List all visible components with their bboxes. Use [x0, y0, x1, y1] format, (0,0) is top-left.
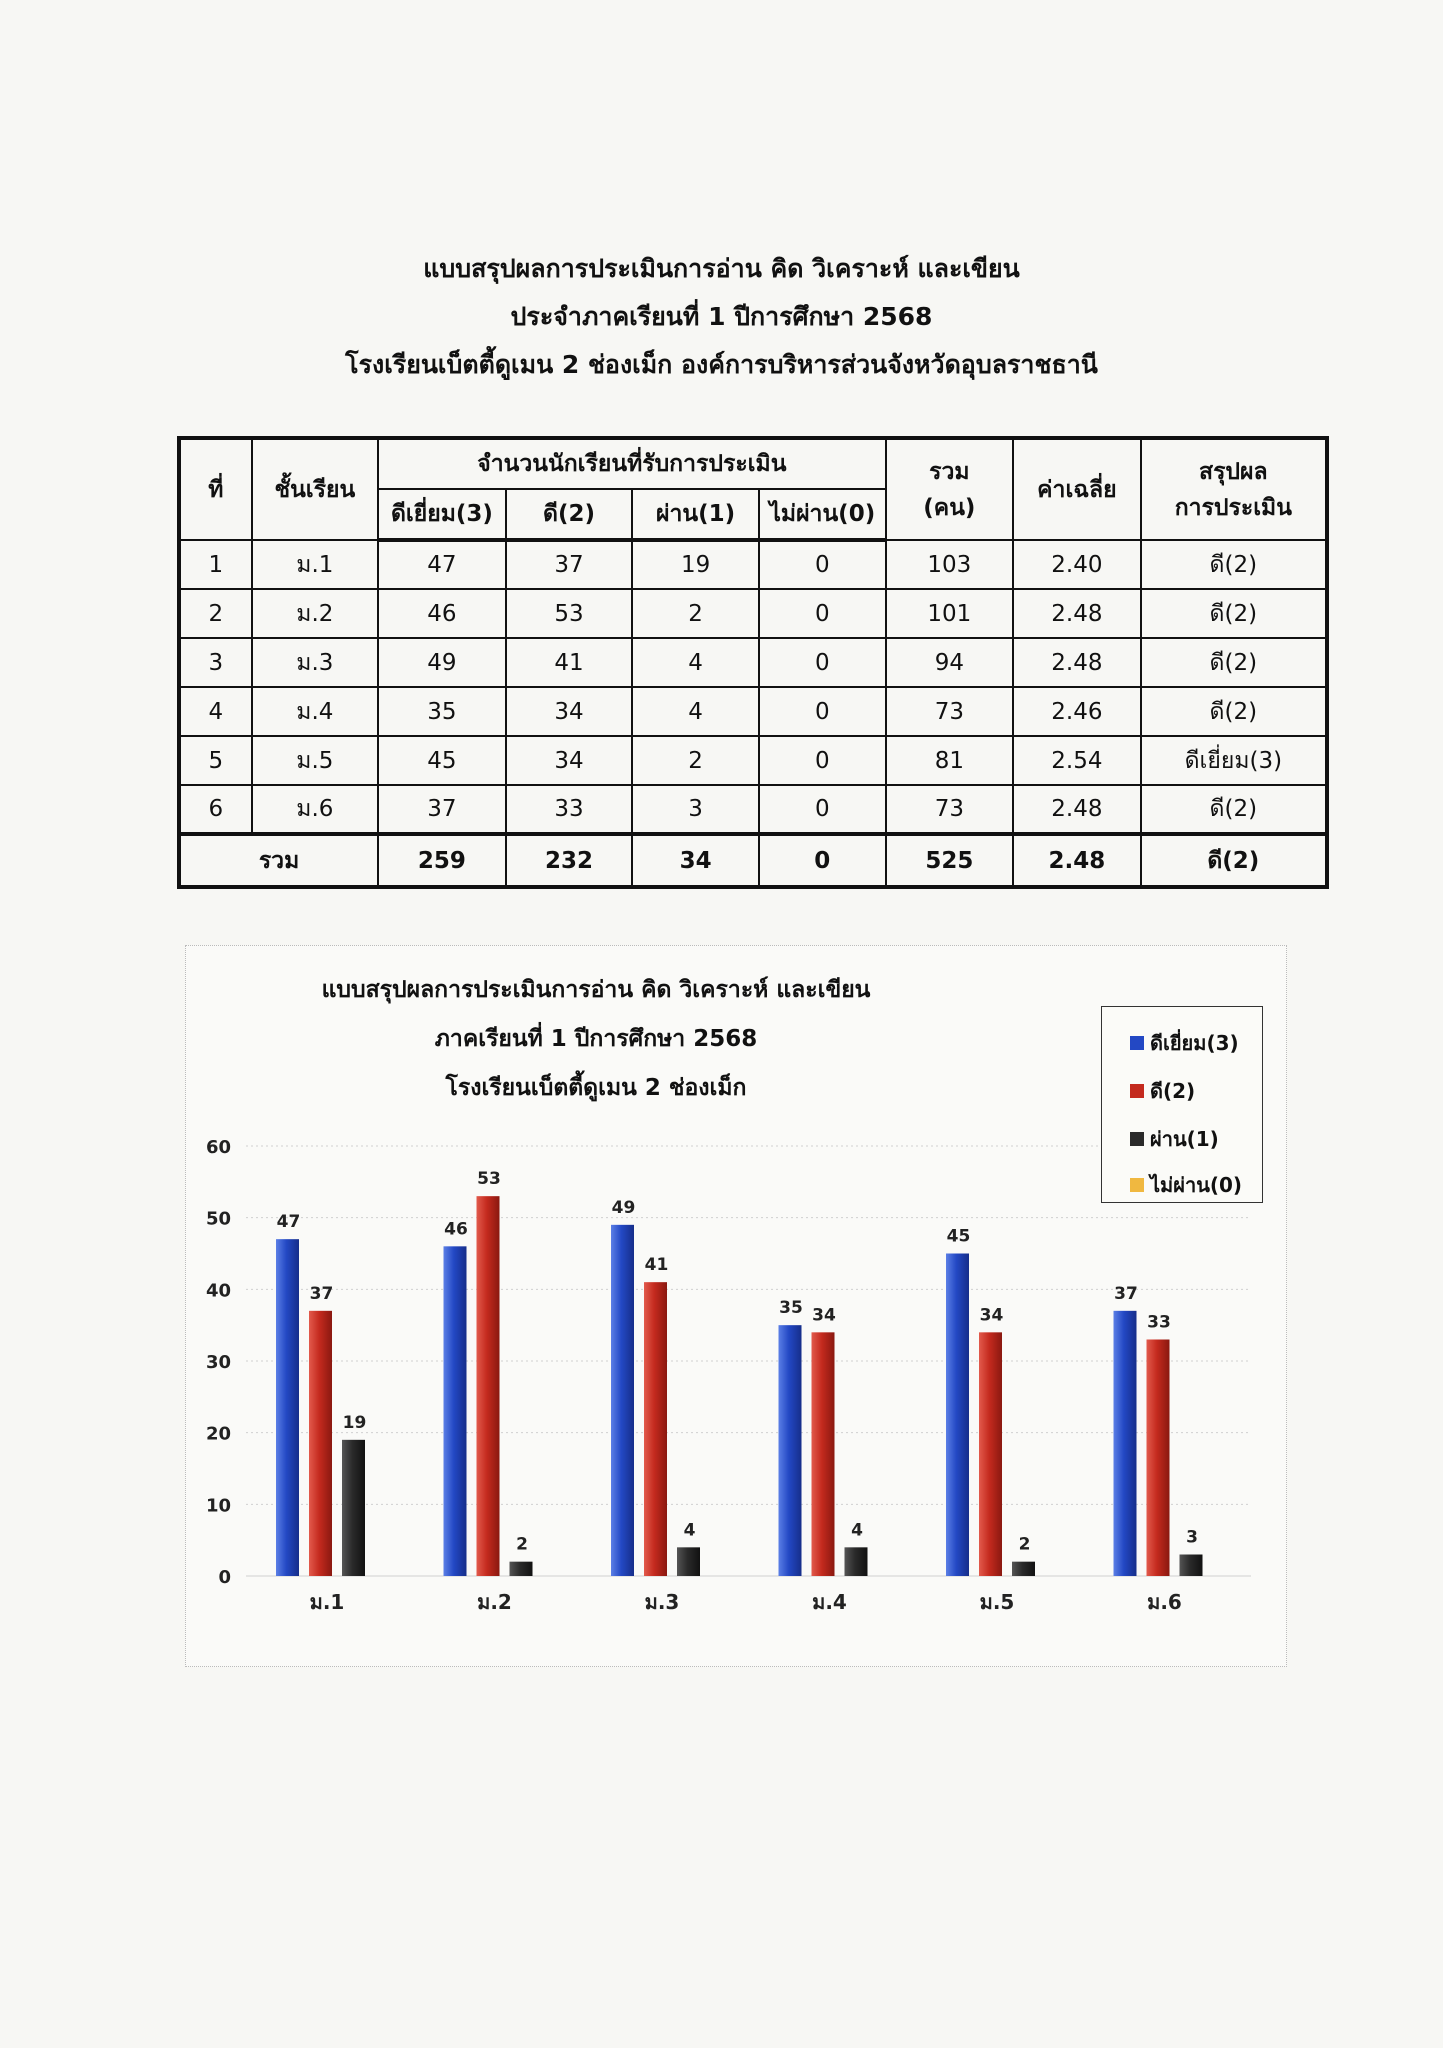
x-tick-label: ม.4 [812, 1590, 847, 1614]
bar-good [979, 1332, 1002, 1576]
data-label: 33 [1147, 1312, 1171, 1333]
y-tick-label: 60 [205, 1137, 231, 1158]
bar-excellent [444, 1246, 467, 1576]
cell-no: 3 [179, 638, 252, 687]
bar-good [812, 1332, 835, 1576]
total-label: รวม [179, 834, 378, 887]
total-average: 2.48 [1013, 834, 1141, 887]
cell-class: ม.5 [252, 736, 378, 785]
bar-pass [677, 1547, 700, 1576]
header-no: ที่ [179, 438, 252, 540]
title-line-2: ประจำภาคเรียนที่ 1 ปีการศึกษา 2568 [510, 302, 933, 331]
table-row [179, 638, 1327, 687]
header-total-line2: (คน) [923, 494, 976, 521]
data-label: 2 [516, 1534, 528, 1555]
cell-average: 2.48 [1013, 638, 1141, 687]
legend-swatch-excellent [1130, 1036, 1144, 1050]
x-tick-label: ม.5 [979, 1590, 1015, 1614]
x-tick-label: ม.2 [477, 1590, 512, 1614]
cell-fail: 0 [759, 785, 886, 834]
bar-pass [342, 1440, 365, 1576]
cell-result: ดี(2) [1141, 687, 1327, 736]
cell-no: 6 [179, 785, 252, 834]
data-label: 3 [1186, 1527, 1198, 1548]
cell-excellent: 37 [378, 785, 506, 834]
legend-item-pass [1130, 1123, 1219, 1155]
y-tick-label: 10 [205, 1495, 231, 1517]
chart-title-line-3: โรงเรียนเบ็ตตี้ดูเมน 2 ช่องเม็ก [445, 1075, 747, 1101]
data-label: 34 [979, 1305, 1004, 1326]
header-excellent: ดีเยี่ยม(3) [378, 489, 506, 540]
cell-class: ม.6 [252, 785, 378, 834]
header-class: ชั้นเรียน [252, 438, 378, 540]
cell-average: 2.48 [1013, 785, 1141, 834]
data-label: 47 [276, 1212, 301, 1233]
bar-pass [1180, 1555, 1203, 1577]
cell-pass: 19 [632, 540, 759, 589]
cell-average: 2.40 [1013, 540, 1141, 589]
header-total [886, 438, 1013, 540]
cell-total: 81 [886, 736, 1013, 785]
cell-excellent: 35 [378, 687, 506, 736]
data-label: 2 [1018, 1534, 1031, 1555]
cell-fail: 0 [759, 589, 886, 638]
x-tick-label: ม.1 [309, 1590, 345, 1614]
cell-excellent: 46 [378, 589, 506, 638]
data-label: 45 [946, 1226, 971, 1247]
header-good: ดี(2) [506, 489, 632, 540]
chart-legend [1101, 1006, 1263, 1203]
bar-pass [845, 1547, 868, 1576]
data-label: 49 [611, 1197, 636, 1218]
cell-no: 2 [179, 589, 252, 638]
bar-excellent [779, 1325, 802, 1576]
cell-fail: 0 [759, 687, 886, 736]
data-label: 37 [1114, 1283, 1138, 1304]
cell-pass: 3 [632, 785, 759, 834]
table-row [179, 540, 1327, 589]
cell-total: 73 [886, 687, 1013, 736]
cell-result: ดี(2) [1141, 589, 1327, 638]
cell-fail: 0 [759, 736, 886, 785]
data-label: 34 [812, 1305, 836, 1326]
data-label: 53 [477, 1169, 501, 1190]
data-label: 37 [309, 1283, 334, 1304]
table-row [179, 589, 1327, 638]
cell-excellent: 45 [378, 736, 506, 785]
bar-pass [510, 1562, 533, 1576]
cell-pass: 4 [632, 687, 759, 736]
y-tick-label: 50 [205, 1208, 231, 1230]
cell-result: ดี(2) [1141, 638, 1327, 687]
total-good: 232 [506, 834, 632, 887]
legend-swatch-pass [1130, 1132, 1144, 1146]
cell-excellent: 49 [378, 638, 506, 687]
cell-class: ม.2 [252, 589, 378, 638]
legend-item-excellent [1130, 1027, 1239, 1059]
cell-good: 41 [506, 638, 632, 687]
cell-good: 53 [506, 589, 632, 638]
y-tick-label: 40 [205, 1280, 231, 1302]
cell-fail: 0 [759, 540, 886, 589]
cell-no: 5 [179, 736, 252, 785]
bar-good [1147, 1340, 1170, 1577]
header-average: ค่าเฉลี่ย [1013, 438, 1141, 540]
cell-class: ม.3 [252, 638, 378, 687]
cell-no: 1 [179, 540, 252, 589]
cell-total: 73 [886, 785, 1013, 834]
legend-swatch-fail [1130, 1178, 1144, 1192]
cell-average: 2.54 [1013, 736, 1141, 785]
total-pass: 34 [632, 834, 759, 887]
bar-good [477, 1196, 500, 1576]
cell-fail: 0 [759, 638, 886, 687]
cell-good: 37 [506, 540, 632, 589]
legend-label-fail: ไม่ผ่าน(0) [1150, 1173, 1243, 1197]
chart-title-line-2: ภาคเรียนที่ 1 ปีการศึกษา 2568 [434, 1026, 758, 1052]
total-excellent: 259 [378, 834, 506, 887]
table-row [179, 785, 1327, 834]
cell-good: 34 [506, 736, 632, 785]
bar-good [644, 1282, 667, 1576]
title-line-3: โรงเรียนเบ็ตตี้ดูเมน 2 ช่องเม็ก องค์การบริหารส่วนจังหวัดอุบลราชธานี [345, 350, 1098, 379]
chart-title-line-1: แบบสรุปผลการประเมินการอ่าน คิด วิเคราะห์ และเขียน [321, 977, 871, 1003]
cell-total: 101 [886, 589, 1013, 638]
data-label: 4 [683, 1520, 696, 1541]
total-fail: 0 [759, 834, 886, 887]
bar-good [309, 1311, 332, 1576]
cell-result: ดีเยี่ยม(3) [1141, 736, 1327, 785]
cell-no: 4 [179, 687, 252, 736]
cell-pass: 2 [632, 589, 759, 638]
legend-item-good [1130, 1075, 1195, 1107]
header-group: จำนวนนักเรียนที่รับการประเมิน [378, 438, 886, 489]
data-label: 46 [444, 1219, 468, 1240]
cell-good: 33 [506, 785, 632, 834]
title-line-1: แบบสรุปผลการประเมินการอ่าน คิด วิเคราะห์ และเขียน [423, 254, 1020, 283]
header-pass: ผ่าน(1) [632, 489, 759, 540]
table-row [179, 736, 1327, 785]
legend-label-good: ดี(2) [1150, 1079, 1196, 1103]
header-fail: ไม่ผ่าน(0) [759, 489, 886, 540]
cell-pass: 2 [632, 736, 759, 785]
cell-total: 94 [886, 638, 1013, 687]
chart-title [186, 966, 1006, 1113]
data-label: 35 [779, 1298, 803, 1319]
header-total-line1: รวม [929, 458, 970, 485]
header-result [1141, 438, 1327, 540]
cell-class: ม.1 [252, 540, 378, 589]
summary-table [177, 436, 1329, 889]
y-tick-label: 30 [205, 1352, 231, 1373]
legend-label-pass: ผ่าน(1) [1150, 1127, 1219, 1151]
bar-excellent [276, 1239, 299, 1576]
cell-average: 2.48 [1013, 589, 1141, 638]
y-tick-label: 0 [218, 1567, 231, 1588]
data-label: 41 [644, 1255, 669, 1276]
bar-excellent [946, 1254, 969, 1577]
total-result: ดี(2) [1141, 834, 1327, 887]
cell-total: 103 [886, 540, 1013, 589]
legend-swatch-good [1130, 1084, 1144, 1098]
table-row [179, 687, 1327, 736]
cell-result: ดี(2) [1141, 540, 1327, 589]
bar-excellent [611, 1225, 634, 1576]
header-result-line1: สรุปผล [1199, 458, 1268, 485]
cell-good: 34 [506, 687, 632, 736]
legend-label-excellent: ดีเยี่ยม(3) [1150, 1031, 1239, 1055]
cell-average: 2.46 [1013, 687, 1141, 736]
bar-excellent [1114, 1311, 1137, 1576]
bar-pass [1012, 1562, 1035, 1576]
cell-excellent: 47 [378, 540, 506, 589]
y-tick-label: 20 [205, 1423, 231, 1445]
header-result-line2: การประเมิน [1174, 494, 1292, 521]
x-tick-label: ม.3 [644, 1590, 680, 1614]
data-label: 4 [851, 1520, 863, 1541]
document-title [0, 245, 1443, 389]
legend-item-fail [1130, 1169, 1242, 1201]
cell-class: ม.4 [252, 687, 378, 736]
chart-container [185, 945, 1287, 1667]
cell-result: ดี(2) [1141, 785, 1327, 834]
table-total-row [179, 834, 1327, 887]
total-total: 525 [886, 834, 1013, 887]
data-label: 19 [342, 1412, 367, 1433]
cell-pass: 4 [632, 638, 759, 687]
x-tick-label: ม.6 [1147, 1590, 1182, 1614]
